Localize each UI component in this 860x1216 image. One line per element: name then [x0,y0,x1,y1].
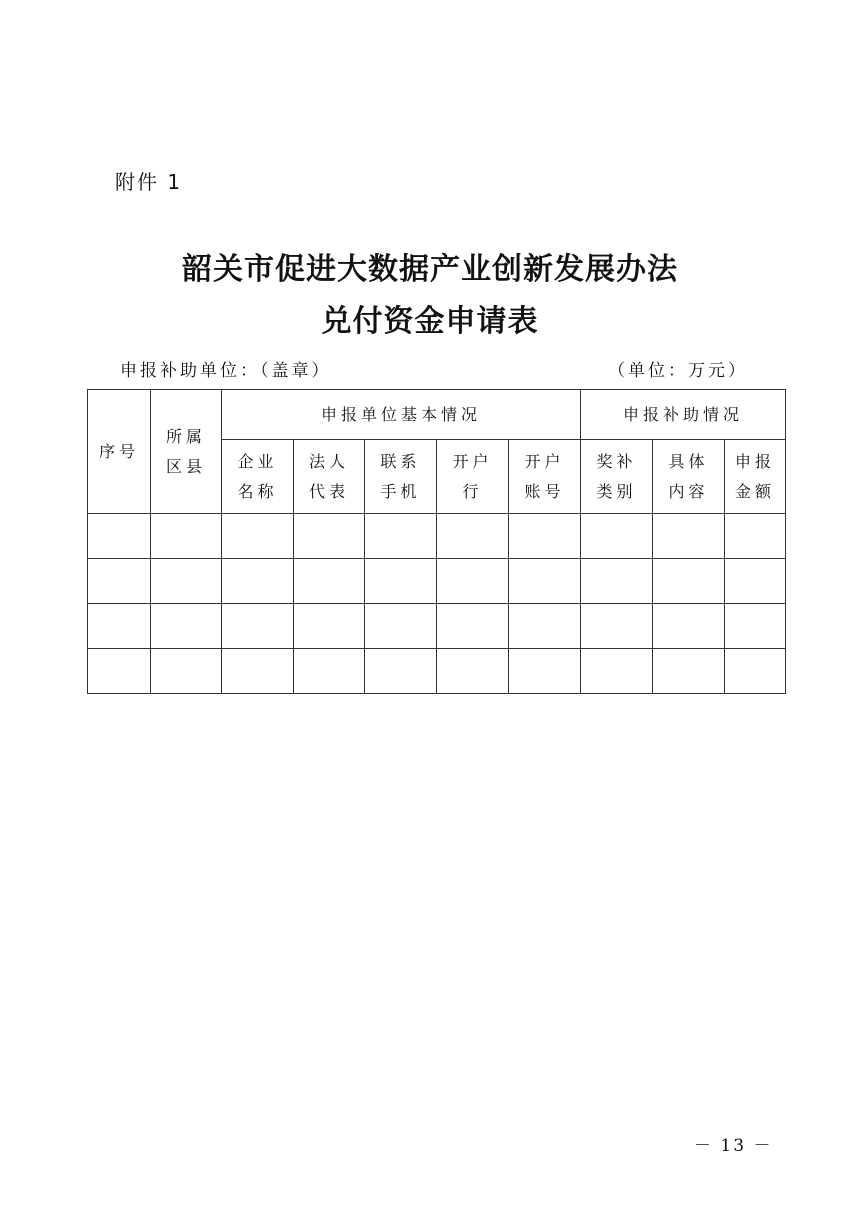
table-cell[interactable] [509,559,581,604]
table-cell[interactable] [437,514,509,559]
header-group-basic: 申报单位基本情况 [222,390,581,440]
header-bank: 开户行 [437,440,509,514]
table-cell[interactable] [725,559,786,604]
table-cell[interactable] [437,604,509,649]
table-cell[interactable] [365,604,437,649]
table-cell[interactable] [581,559,653,604]
table-header-row [88,390,786,440]
table-row [88,559,786,604]
table-cell[interactable] [294,514,365,559]
header-serial: 序号 [88,390,151,514]
table-cell[interactable] [151,649,222,694]
table-cell[interactable] [294,604,365,649]
table-cell[interactable] [653,649,725,694]
table-cell[interactable] [581,649,653,694]
table-cell[interactable] [725,604,786,649]
table-cell[interactable] [653,559,725,604]
table-cell[interactable] [88,649,151,694]
table-cell[interactable] [294,649,365,694]
table-cell[interactable] [88,559,151,604]
table-cell[interactable] [151,604,222,649]
document-title-line-2: 兑付资金申请表 [321,304,539,339]
header-mobile: 联系手机 [365,440,437,514]
table-cell[interactable] [509,604,581,649]
table-cell[interactable] [365,649,437,694]
table-cell[interactable] [365,559,437,604]
page-number: － 13 － [694,1136,773,1156]
table-row [88,604,786,649]
applicant-label: 申报补助单位：（盖章） [120,361,332,381]
header-details: 具体内容 [653,440,725,514]
unit-label: （单位：万元） [608,361,748,381]
header-legal-rep: 法人代表 [294,440,365,514]
table-cell[interactable] [725,514,786,559]
table-cell[interactable] [437,649,509,694]
table-cell[interactable] [437,559,509,604]
table-cell[interactable] [365,514,437,559]
application-table [87,389,786,694]
header-company-name: 企业名称 [222,440,294,514]
document-title-line-1: 韶关市促进大数据产业创新发展办法 [182,252,678,287]
table-cell[interactable] [725,649,786,694]
table-cell[interactable] [653,604,725,649]
header-group-subsidy: 申报补助情况 [581,390,786,440]
table-cell[interactable] [222,559,294,604]
table-cell[interactable] [581,514,653,559]
table-cell[interactable] [88,604,151,649]
header-award-category: 奖补类别 [581,440,653,514]
table-row [88,514,786,559]
attachment-label: 附件 1 [115,170,183,194]
table-cell[interactable] [581,604,653,649]
table-cell[interactable] [222,649,294,694]
table-cell[interactable] [509,514,581,559]
table-cell[interactable] [151,559,222,604]
header-account: 开户账号 [509,440,581,514]
table-cell[interactable] [509,649,581,694]
header-amount: 申报金额 [725,440,786,514]
table-cell[interactable] [88,514,151,559]
table-cell[interactable] [222,514,294,559]
table-cell[interactable] [222,604,294,649]
table-cell[interactable] [151,514,222,559]
table-row [88,649,786,694]
table-cell[interactable] [294,559,365,604]
header-district: 所属区县 [151,390,222,514]
table-cell[interactable] [653,514,725,559]
